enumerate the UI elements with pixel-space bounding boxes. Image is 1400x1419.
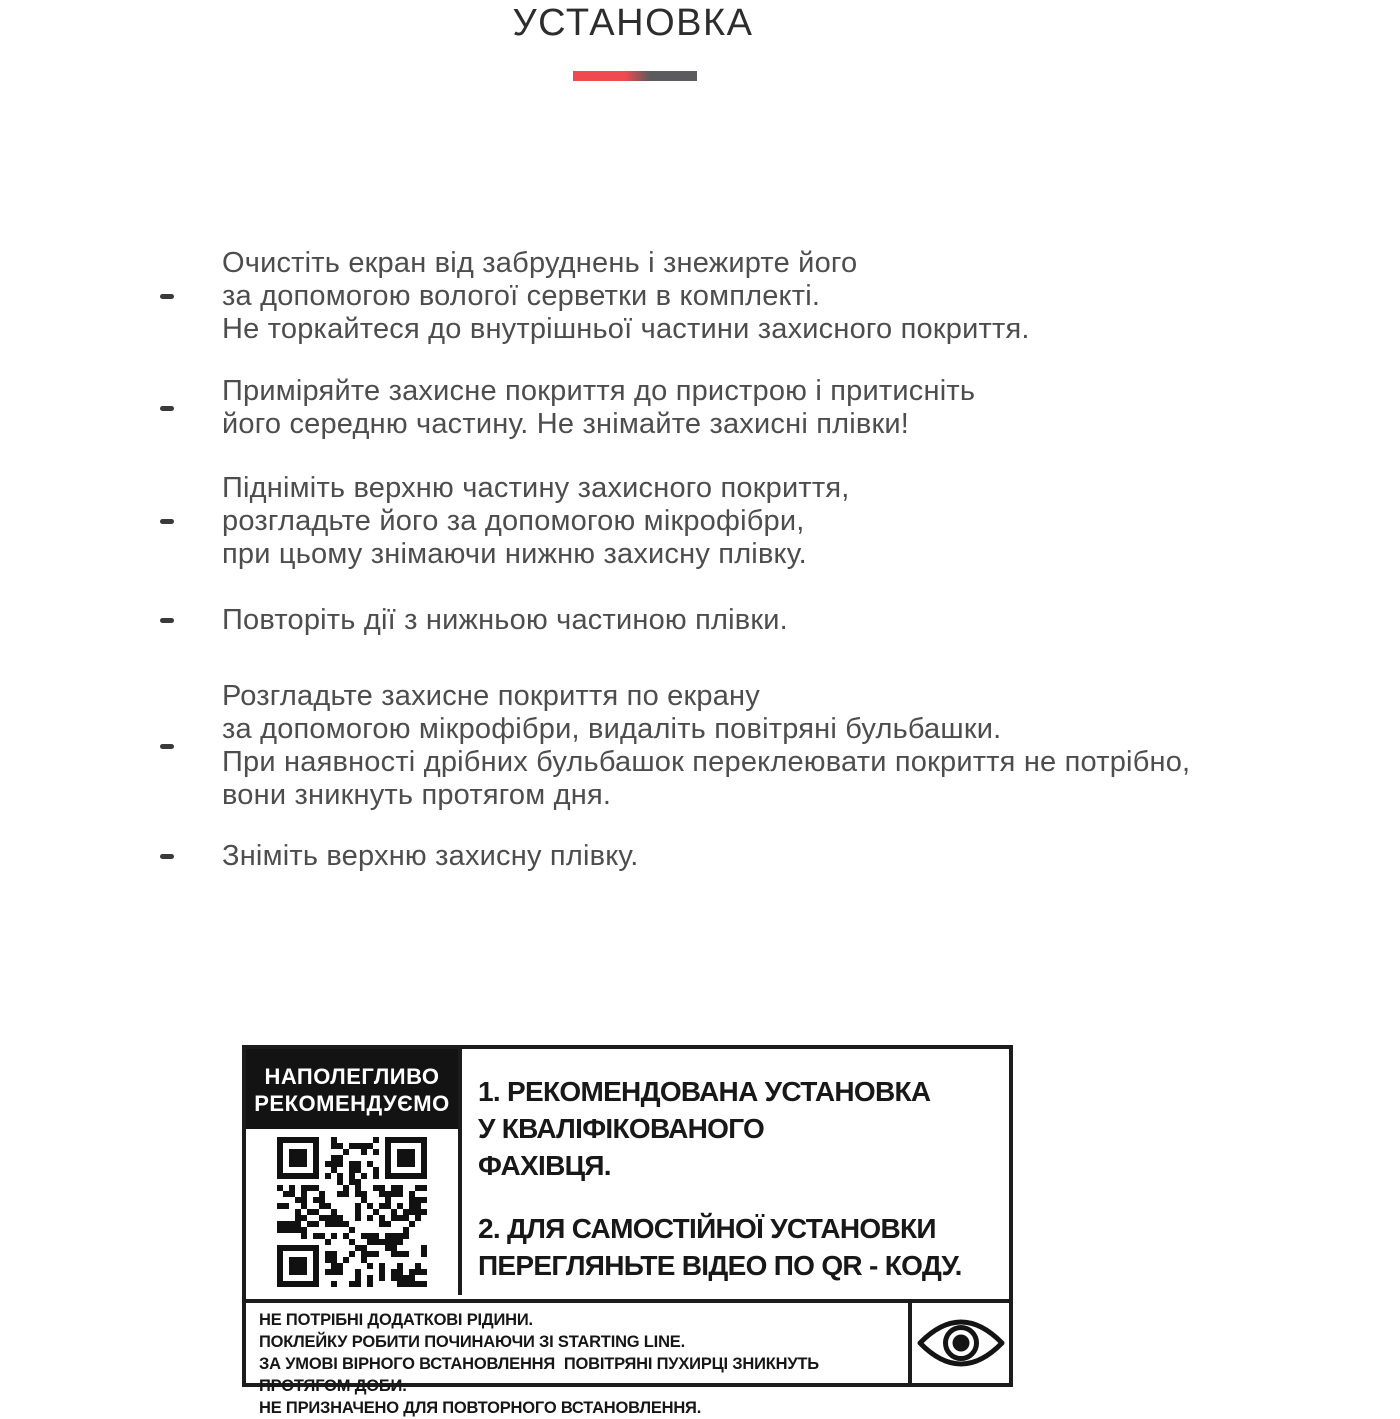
instruction-step <box>160 472 1310 571</box>
dash-icon <box>160 618 174 623</box>
bullet-column <box>160 519 222 524</box>
header-line: НАПОЛЕГЛИВО <box>264 1064 440 1089</box>
text-line: за допомогою мікрофібри, видаліть повітряні бульбашки. <box>222 713 1002 745</box>
instruction-step <box>160 680 1310 812</box>
text-line: НЕ ПОТРІБНІ ДОДАТКОВІ РІДИНИ. <box>259 1311 533 1329</box>
text-line: розгладьте його за допомогою мікрофібри, <box>222 505 805 537</box>
text-line: НЕ ПРИЗНАЧЕНО ДЛЯ ПОВТОРНОГО ВСТАНОВЛЕННЯ. <box>259 1399 702 1417</box>
instruction-step <box>160 604 1310 637</box>
step-text <box>222 840 638 873</box>
header <box>0 0 1266 46</box>
bullet-column <box>160 294 222 299</box>
dash-icon <box>160 854 174 859</box>
text-line: його середню частину. Не знімайте захисні плівки! <box>222 408 910 440</box>
notes-row <box>246 1299 1009 1417</box>
recommendation-item-1 <box>478 1073 999 1184</box>
text-line: вони зникнуть протягом дня. <box>222 779 612 811</box>
text-line: 1. РЕКОМЕНДОВАНА УСТАНОВКА <box>478 1076 931 1107</box>
recommendation-left-cell <box>246 1049 462 1295</box>
dash-icon <box>160 294 174 299</box>
text-line: Розгладьте захисне покриття по екрану <box>222 680 760 712</box>
step-text <box>222 604 788 637</box>
instruction-step <box>160 247 1310 346</box>
step-text <box>222 247 1030 346</box>
text-line: Очистіть екран від забруднень і знежирте його <box>222 247 858 279</box>
text-line: ПОКЛЕЙКУ РОБИТИ ПОЧИНАЮЧИ ЗІ STARTING LINE. <box>259 1333 685 1351</box>
bullet-column <box>160 744 222 749</box>
text-line: При наявності дрібних бульбашок переклеювати покриття не потрібно, <box>222 746 1191 778</box>
qr-code <box>277 1137 427 1287</box>
accent-bar <box>573 71 697 81</box>
recommendation-items <box>462 1049 1009 1295</box>
text-line: Приміряйте захисне покриття до пристрою і притисніть <box>222 375 976 407</box>
header-line: РЕКОМЕНДУЄМО <box>254 1091 450 1116</box>
dash-icon <box>160 406 174 411</box>
notes-cell <box>246 1303 904 1417</box>
recommendation-header <box>246 1049 458 1129</box>
text-line: ПЕРЕГЛЯНЬТЕ ВІДЕО ПО QR - КОДУ. <box>478 1250 962 1281</box>
instruction-step <box>160 375 1310 441</box>
bullet-column <box>160 406 222 411</box>
dash-icon <box>160 519 174 524</box>
text-line: 2. ДЛЯ САМОСТІЙНОЇ УСТАНОВКИ <box>478 1213 936 1244</box>
text-line: Зніміть верхню захисну плівку. <box>222 840 639 872</box>
instruction-step <box>160 840 1310 873</box>
step-text <box>222 680 1190 812</box>
text-line: ФАХІВЦЯ. <box>478 1150 611 1181</box>
text-line: Повторіть дії з нижньою частиною плівки. <box>222 604 788 636</box>
dash-icon <box>160 744 174 749</box>
steps-list <box>160 247 1310 873</box>
text-line: за допомогою вологої серветки в комплекті. <box>222 280 821 312</box>
recommendation-item-2 <box>478 1210 999 1284</box>
text-line: Підніміть верхню частину захисного покриття, <box>222 472 850 504</box>
eye-icon <box>916 1317 1006 1369</box>
qr-wrap <box>246 1129 458 1295</box>
step-text <box>222 472 850 571</box>
text-line: У КВАЛІФІКОВАНОГО <box>478 1113 765 1144</box>
step-text <box>222 375 975 441</box>
eye-cell <box>908 1303 1009 1383</box>
text-line: ЗА УМОВІ ВІРНОГО ВСТАНОВЛЕННЯ ПОВІТРЯНІ ПУХИРЦІ ЗНИКНУТЬ ПРОТЯГОМ ДОБИ. <box>259 1355 828 1395</box>
bullet-column <box>160 854 222 859</box>
text-line: при цьому знімаючи нижню захисну плівку. <box>222 538 807 570</box>
page-title: УСТАНОВКА <box>512 2 754 44</box>
bullet-column <box>160 618 222 623</box>
recommendation-box <box>242 1045 1013 1417</box>
text-line: Не торкайтеся до внутрішньої частини захисного покриття. <box>222 313 1030 345</box>
